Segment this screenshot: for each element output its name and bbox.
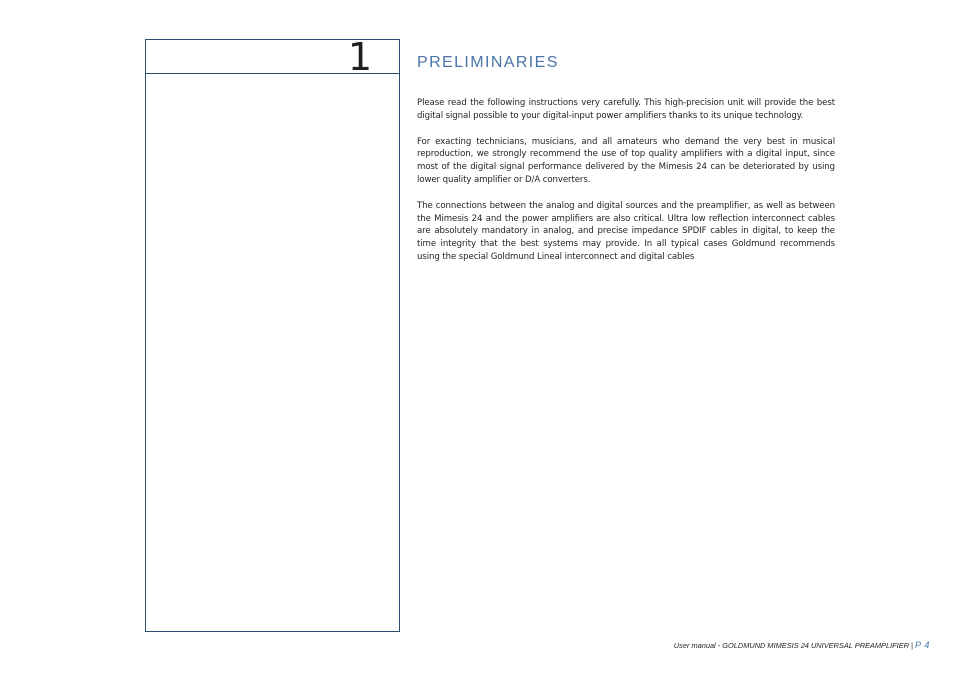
body-content bbox=[417, 97, 835, 277]
chapter-number: 1 bbox=[347, 35, 371, 79]
page-footer bbox=[674, 640, 930, 651]
footer-text: User manual - GOLDMUND MIMESIS 24 UNIVERSAL PREAMPLIFIER | bbox=[673, 641, 916, 650]
page-number: P 4 bbox=[915, 640, 930, 650]
paragraph-intro: Please read the following instructions very carefully. This high-precision unit will provide the best digital signal possible to your digital-input power amplifiers thanks to its unique technology. bbox=[417, 98, 835, 121]
chapter-header-box bbox=[146, 35, 399, 79]
paragraph-amplifiers: For exacting technicians, musicians, and all amateurs who demand the very best in musical reproduction, we strongly recommend the use of top quality amplifiers with a digital input, since most of the digital signal performance delivered by the Mimesis 24 can be deteriorated by using lower quality amplifier or D/A converters. bbox=[417, 136, 835, 185]
chapter-side-panel bbox=[145, 35, 400, 632]
section-title: PRELIMINARIES bbox=[417, 54, 559, 71]
paragraph-connections: The connections between the analog and digital sources and the preamplifier, as well as between the Mimesis 24 and the power amplifiers are also critical. Ultra low reflection interconnect cables are absolutely mandatory in analog, and precise impedance SPDIF cables in digital, to keep the time integrity that the best systems may provide. In all typical cases Goldmund recommends using the special Goldmund Lineal interconnect and digital cables bbox=[417, 200, 835, 262]
